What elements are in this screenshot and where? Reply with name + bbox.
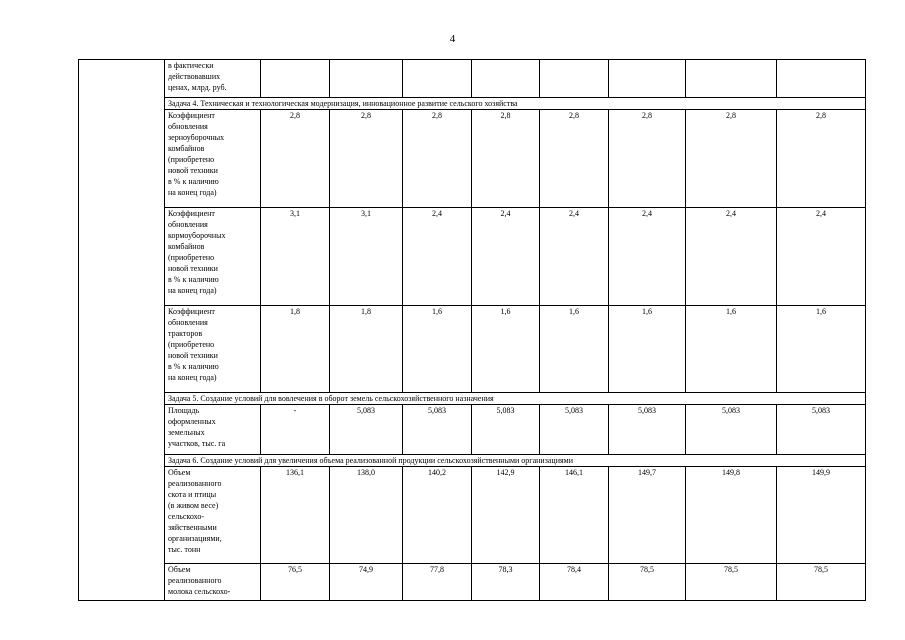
value-cell: 2,4 xyxy=(609,208,686,306)
value-cell: 78,3 xyxy=(472,563,540,600)
indicator-label: Объем реализованного скота и птицы (в живом весе) сельскохо- зяйственными организациями, тыс. тонн xyxy=(165,466,261,563)
table-row xyxy=(79,60,866,98)
value-cell: 2,4 xyxy=(540,208,609,306)
value-cell: 2,8 xyxy=(777,110,866,208)
value-cell xyxy=(686,60,777,98)
value-cell: 3,1 xyxy=(330,208,403,306)
value-cell: 2,4 xyxy=(472,208,540,306)
value-cell: 5,083 xyxy=(777,404,866,454)
value-cell: 2,4 xyxy=(403,208,472,306)
value-cell: - xyxy=(261,404,330,454)
table-row xyxy=(79,208,866,306)
indicators-table xyxy=(78,59,866,601)
table-row xyxy=(79,466,866,563)
value-cell: 142,9 xyxy=(472,466,540,563)
value-cell: 76,5 xyxy=(261,563,330,600)
value-cell: 1,6 xyxy=(777,306,866,392)
value-cell xyxy=(330,60,403,98)
task-heading: Задача 5. Создание условий для вовлечения в оборот земель сельскохозяйственного назначения xyxy=(165,392,866,404)
value-cell: 2,4 xyxy=(777,208,866,306)
value-cell: 5,083 xyxy=(472,404,540,454)
value-cell: 5,083 xyxy=(403,404,472,454)
value-cell: 78,5 xyxy=(777,563,866,600)
indicator-label: Коэффициент обновления зерноуборочных комбайнов (приобретено новой техники в % к наличию на конец года) xyxy=(165,110,261,208)
task-heading: Задача 4. Техническая и технологическая модернизация, инновационное развитие сельского хозяйства xyxy=(165,98,866,110)
indicator-label: Коэффициент обновления тракторов (приобретено новой техники в % к наличию на конец года) xyxy=(165,306,261,392)
page-number: 4 xyxy=(449,33,456,45)
value-cell xyxy=(540,60,609,98)
value-cell: 146,1 xyxy=(540,466,609,563)
value-cell: 5,083 xyxy=(330,404,403,454)
indicator-label: Площадь оформленных земельных участков, тыс. га xyxy=(165,404,261,454)
task-row xyxy=(79,98,866,110)
table-row xyxy=(79,110,866,208)
value-cell: 78,5 xyxy=(609,563,686,600)
value-cell: 140,2 xyxy=(403,466,472,563)
value-cell: 2,8 xyxy=(609,110,686,208)
value-cell: 1,8 xyxy=(261,306,330,392)
value-cell: 74,9 xyxy=(330,563,403,600)
value-cell: 149,7 xyxy=(609,466,686,563)
task-row xyxy=(79,392,866,404)
value-cell: 149,8 xyxy=(686,466,777,563)
value-cell: 3,1 xyxy=(261,208,330,306)
value-cell: 1,6 xyxy=(403,306,472,392)
value-cell: 1,6 xyxy=(609,306,686,392)
value-cell: 149,9 xyxy=(777,466,866,563)
value-cell: 138,0 xyxy=(330,466,403,563)
value-cell: 2,8 xyxy=(403,110,472,208)
value-cell: 5,083 xyxy=(540,404,609,454)
value-cell: 5,083 xyxy=(686,404,777,454)
task-heading: Задача 6. Создание условий для увеличения объема реализованной продукции сельскохозяйственными организациями xyxy=(165,454,866,466)
value-cell: 2,8 xyxy=(540,110,609,208)
value-cell: 2,4 xyxy=(686,208,777,306)
value-cell: 136,1 xyxy=(261,466,330,563)
value-cell: 1,6 xyxy=(472,306,540,392)
table-body xyxy=(79,60,866,601)
table-row xyxy=(79,404,866,454)
value-cell: 78,5 xyxy=(686,563,777,600)
value-cell xyxy=(609,60,686,98)
value-cell xyxy=(472,60,540,98)
indicator-label: в фактически действовавших ценах, млрд. руб. xyxy=(165,60,261,98)
table-row xyxy=(79,563,866,600)
value-cell: 2,8 xyxy=(472,110,540,208)
value-cell xyxy=(777,60,866,98)
value-cell xyxy=(261,60,330,98)
value-cell: 2,8 xyxy=(330,110,403,208)
table-row xyxy=(79,306,866,392)
value-cell xyxy=(403,60,472,98)
value-cell: 1,6 xyxy=(540,306,609,392)
indicator-label: Объем реализованного молока сельскохо- xyxy=(165,563,261,600)
value-cell: 78,4 xyxy=(540,563,609,600)
row-number-column xyxy=(79,60,165,601)
value-cell: 2,8 xyxy=(686,110,777,208)
value-cell: 77,8 xyxy=(403,563,472,600)
value-cell: 1,8 xyxy=(330,306,403,392)
indicator-label: Коэффициент обновления кормоуборочных комбайнов (приобретено новой техники в % к наличию на конец года) xyxy=(165,208,261,306)
value-cell: 2,8 xyxy=(261,110,330,208)
value-cell: 5,083 xyxy=(609,404,686,454)
task-row xyxy=(79,454,866,466)
value-cell: 1,6 xyxy=(686,306,777,392)
